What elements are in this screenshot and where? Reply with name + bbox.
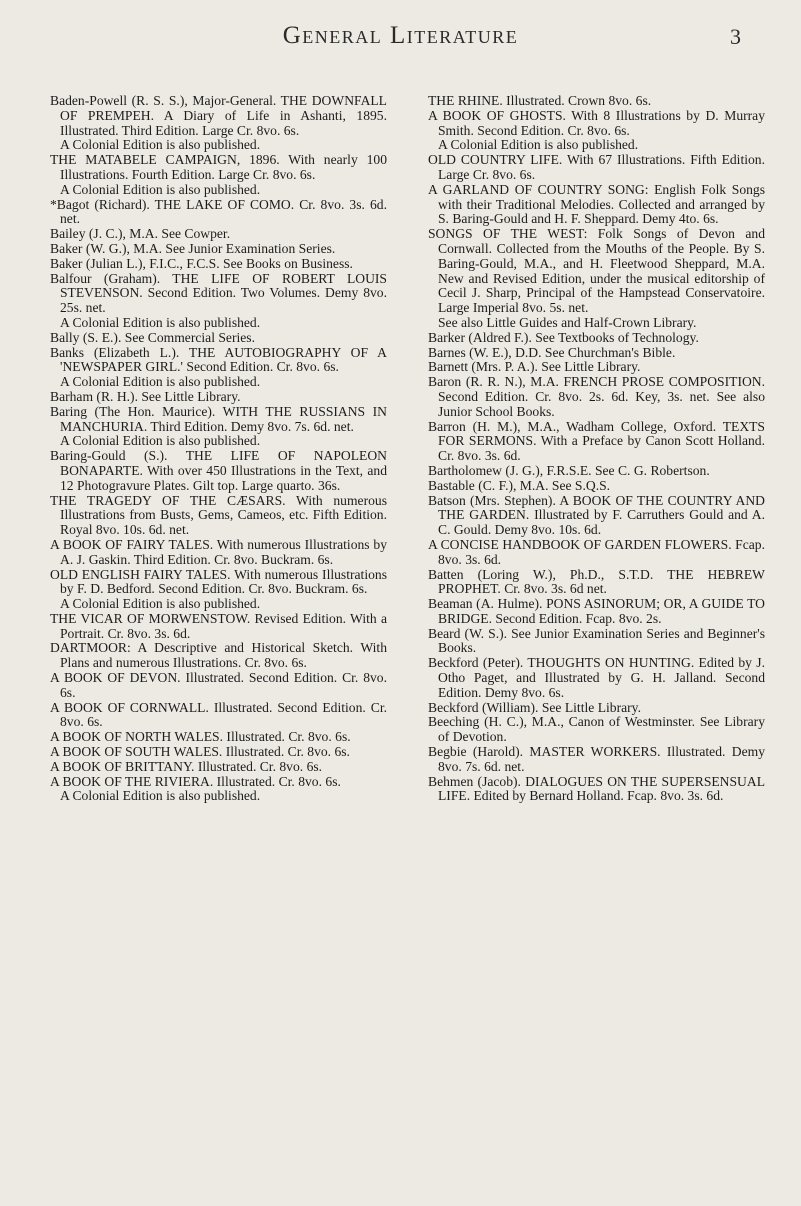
running-title: General Literature: [282, 22, 519, 49]
catalogue-entry: Beaman (A. Hulme). PONS ASINORUM; OR, A GUIDE TO BRIDGE. Second Edition. Fcap. 8vo. 2s.: [428, 596, 765, 626]
catalogue-entry: A Colonial Edition is also published.: [60, 181, 261, 197]
catalogue-entry: THE RHINE. Illustrated. Crown 8vo. 6s.: [428, 93, 652, 108]
running-head: [60, 22, 741, 62]
catalogue-entry: A CONCISE HANDBOOK OF GARDEN FLOWERS. Fcap. 8vo. 3s. 6d.: [428, 536, 765, 567]
catalogue-entry: Bailey (J. C.), M.A. See Cowper.: [50, 226, 231, 242]
catalogue-entry: Beeching (H. C.), M.A., Canon of Westminster. See Library of Devotion.: [428, 714, 765, 745]
catalogue-entry: Bally (S. E.). See Commercial Series.: [50, 329, 255, 345]
catalogue-entry: Baring (The Hon. Maurice). WITH THE RUSSIANS IN MANCHURIA. Third Edition. Demy 8vo. 7s. 6d. net.: [50, 403, 387, 434]
catalogue-entry: Behmen (Jacob). DIALOGUES ON THE SUPERSENSUAL LIFE. Edited by Bernard Holland. Fcap. 8vo. 3s. 6d.: [428, 773, 765, 804]
catalogue-entry: Barham (R. H.). See Little Library.: [50, 388, 241, 404]
catalogue-entry: Begbie (Harold). MASTER WORKERS. Illustrated. Demy 8vo. 7s. 6d. net.: [428, 744, 765, 774]
catalogue-entry: DARTMOOR: A Descriptive and Historical Sketch. With Plans and numerous Illustrations. Cr. 8vo. 6s.: [50, 640, 387, 671]
catalogue-entry: A BOOK OF THE RIVIERA. Illustrated. Cr. 8vo. 6s.: [50, 773, 341, 789]
catalogue-entry: A Colonial Edition is also published.: [60, 788, 261, 804]
catalogue-entry: Barnes (W. E.), D.D. See Churchman's Bible.: [428, 344, 676, 360]
catalogue-entry: See also Little Guides and Half-Crown Library.: [438, 314, 697, 330]
catalogue-entry: OLD COUNTRY LIFE. With 67 Illustrations. Fifth Edition. Large Cr. 8vo. 6s.: [428, 152, 765, 182]
catalogue-entry: Bartholomew (J. G.), F.R.S.E. See C. G. Robertson.: [428, 462, 710, 478]
catalogue-entry: A BOOK OF DEVON. Illustrated. Second Edition. Cr. 8vo. 6s.: [50, 670, 387, 700]
catalogue-entry: Barker (Aldred F.). See Textbooks of Technology.: [428, 329, 699, 345]
left-column: [50, 94, 387, 1174]
catalogue-entry: THE MATABELE CAMPAIGN, 1896. With nearly 100 Illustrations. Fourth Edition. Large Cr. 8vo. 6s.: [50, 152, 387, 182]
catalogue-entry: Baker (Julian L.), F.I.C., F.C.S. See Books on Business.: [50, 255, 353, 271]
catalogue-entry: Beckford (Peter). THOUGHTS ON HUNTING. Edited by J. Otho Paget, and Illustrated by G. H. Jalland. Second Edition. Demy 8vo. 6s.: [428, 655, 765, 700]
catalogue-entry: A Colonial Edition is also published.: [60, 596, 261, 612]
catalogue-entry: A Colonial Edition is also published.: [60, 137, 261, 153]
catalogue-entry: A BOOK OF NORTH WALES. Illustrated. Cr. 8vo. 6s.: [50, 729, 351, 745]
catalogue-entry: Baker (W. G.), M.A. See Junior Examination Series.: [50, 240, 336, 256]
catalogue-entry: Batson (Mrs. Stephen). A BOOK OF THE COUNTRY AND THE GARDEN. Illustrated by F. Carruthers Gould and A. C. Gould. Demy 8vo. 10s. 6d.: [428, 492, 765, 538]
catalogue-entry: Barron (H. M.), M.A., Wadham College, Oxford. TEXTS FOR SERMONS. With a Preface by Canon Scott Holland. Cr. 8vo. 3s. 6d.: [428, 418, 765, 464]
catalogue-entry: Balfour (Graham). THE LIFE OF ROBERT LOUIS STEVENSON. Second Edition. Two Volumes. Demy 8vo. 25s. net.: [50, 270, 387, 316]
catalogue-entry: A Colonial Edition is also published.: [60, 374, 261, 390]
catalogue-entry: Banks (Elizabeth L.). THE AUTOBIOGRAPHY OF A 'NEWSPAPER GIRL.' Second Edition. Cr. 8vo. 6s.: [50, 344, 387, 375]
catalogue-entry: Beckford (William). See Little Library.: [428, 699, 641, 715]
catalogue-entry: A GARLAND OF COUNTRY SONG: English Folk Songs with their Traditional Melodies. Collected and arranged by S. Baring-Gould and H. F. Sheppard. Demy 4to. 6s.: [428, 181, 765, 227]
catalogue-entry: A Colonial Edition is also published.: [438, 137, 639, 153]
catalogue-entry: Baden-Powell (R. S. S.), Major-General. THE DOWNFALL OF PREMPEH. A Diary of Life in Ashanti, 1895. Illustrated. Third Edition. Large Cr. 8vo. 6s.: [50, 93, 387, 138]
catalogue-entry: Baron (R. R. N.), M.A. FRENCH PROSE COMPOSITION. Second Edition. Cr. 8vo. 2s. 6d. Key, 3s. net. See also Junior School Books.: [428, 374, 765, 419]
catalogue-entry: A BOOK OF GHOSTS. With 8 Illustrations by D. Murray Smith. Second Edition. Cr. 8vo. 6s.: [428, 107, 765, 138]
catalogue-entry: *Bagot (Richard). THE LAKE OF COMO. Cr. 8vo. 3s. 6d. net.: [50, 196, 387, 227]
catalogue-entry: THE TRAGEDY OF THE CÆSARS. With numerous Illustrations from Busts, Gems, Cameos, etc. Fifth Edition. Royal 8vo. 10s. 6d. net.: [50, 492, 387, 538]
catalogue-entry: A BOOK OF FAIRY TALES. With numerous Illustrations by A. J. Gaskin. Third Edition. Cr. 8vo. Buckram. 6s.: [50, 536, 387, 567]
catalogue-entry: A BOOK OF CORNWALL. Illustrated. Second Edition. Cr. 8vo. 6s.: [50, 699, 387, 730]
text-columns: [50, 94, 765, 1174]
catalogue-entry: Barnett (Mrs. P. A.). See Little Library.: [428, 359, 641, 375]
catalogue-entry: A Colonial Edition is also published.: [60, 433, 261, 449]
catalogue-entry: Bastable (C. F.), M.A. See S.Q.S.: [428, 477, 611, 493]
catalogue-entry: Batten (Loring W.), Ph.D., S.T.D. THE HEBREW PROPHET. Cr. 8vo. 3s. 6d net.: [428, 566, 765, 597]
right-column: [428, 94, 765, 1174]
catalogue-entry: A BOOK OF BRITTANY. Illustrated. Cr. 8vo. 6s.: [50, 758, 323, 774]
catalogue-entry: A Colonial Edition is also published.: [60, 314, 261, 330]
catalogue-entry: OLD ENGLISH FAIRY TALES. With numerous Illustrations by F. D. Bedford. Second Edition. Cr. 8vo. Buckram. 6s.: [50, 566, 387, 597]
page-number: 3: [730, 24, 741, 49]
catalogue-entry: THE VICAR OF MORWENSTOW. Revised Edition. With a Portrait. Cr. 8vo. 3s. 6d.: [50, 610, 387, 641]
catalogue-entry: Baring-Gould (S.). THE LIFE OF NAPOLEON BONAPARTE. With over 450 Illustrations in the Text, and 12 Photogravure Plates. Gilt top. Large quarto. 36s.: [50, 448, 387, 493]
catalogue-entry: Beard (W. S.). See Junior Examination Series and Beginner's Books.: [428, 625, 765, 656]
catalogue-entry: SONGS OF THE WEST: Folk Songs of Devon and Cornwall. Collected from the Mouths of the People. By S. Baring-Gould, M.A., and H. Fleetwood Sheppard, M.A. New and Revised Edition, under the musical editorship of Cecil J. Sharp, Principal of the Hampstead Conservatoire. Large Imperial 8vo. 5s. net.: [428, 226, 765, 316]
catalogue-entry: A BOOK OF SOUTH WALES. Illustrated. Cr. 8vo. 6s.: [50, 744, 350, 760]
